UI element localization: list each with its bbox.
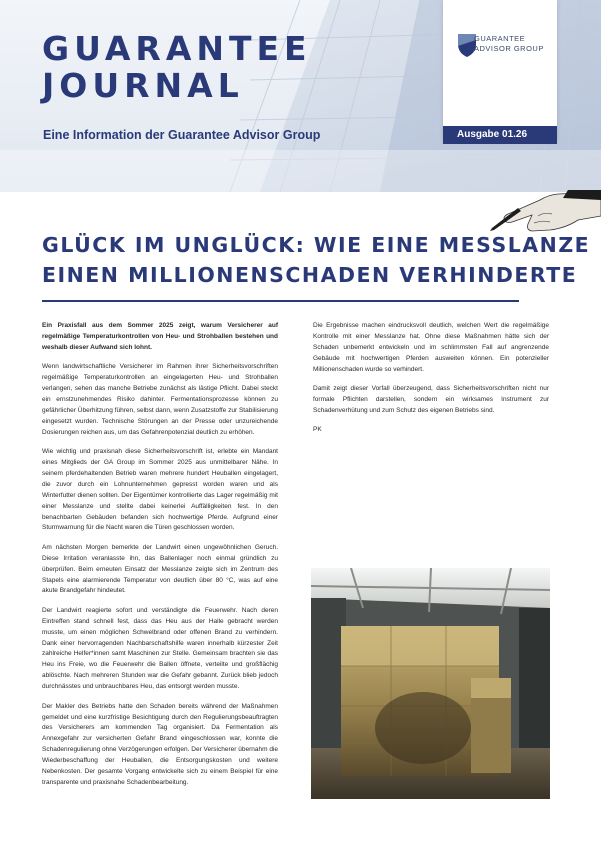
hay-bales-photo	[311, 568, 550, 799]
article-paragraph-1: Wenn landwirtschaftliche Versicherer im Rahmen ihrer Sicherheitsvorschriften regelmäßige Temperaturkontrollen an eingelagerten Heu- und Strohballen verlangen, sehen das manche Betriebe zunächst als lästige Pflicht. Dabei steckt ein ernstzunehmendes Risiko dahinter. Fermentationsprozesse können zu gefährlicher Überhitzung führen, selbst dann, wenn Zusatzstoffe zur Stabilisierung eingesetzt wurden. Technische Störungen an der Presse oder unzureichende Dosierungen reichen aus, um das Gefahrenpotenzial deutlich zu erhöhen.	[42, 363, 278, 436]
article-lead: Ein Praxisfall aus dem Sommer 2025 zeigt, warum Versicherer auf regelmäßige Temperaturkontrollen von Heu- und Strohballen bestehen und weshalb dieser Aufwand sich lohnt.	[42, 322, 278, 351]
hay-bales-in-barn-illustration	[311, 568, 550, 799]
article-headline-line1: GLÜCK IM UNGLÜCK: WIE EINE MESSLANZE	[42, 233, 591, 257]
article-paragraph-3: Am nächsten Morgen bemerkte der Landwirt einen ungewöhnlichen Geruch. Diese Irritation veranlasste ihn, das Ballenlager noch einmal gründlich zu überprüfen. Beim erneuten Einsatz der Messlanze zeigte sich im Zentrum des Stapels eine alarmierende Temperatur von deutlich über 80 °C, was auf eine akute Brandgefahr hindeutet.	[42, 543, 278, 595]
journal-title	[42, 30, 312, 104]
article-paragraph-7: Damit zeigt dieser Vorfall überzeugend, dass Sicherheitsvorschriften nicht nur formale Pflichten darstellen, sondern ein wirksames Instrument zur Schadenverhütung und zum Schutz des eigenen Betriebs sind.	[313, 385, 549, 414]
issue-label: Ausgabe 01.26	[443, 126, 557, 144]
journal-title-line2: JOURNAL	[42, 66, 244, 105]
article-paragraph-2: Wie wichtig und praxisnah diese Sicherheitsvorschrift ist, erlebte ein Mandant eines Mitglieds der GA Group im Sommer 2025 aus unmittelbarer Nähe. In seinem pferdehaltenden Betrieb waren mehrere hundert Heuballen eingelagert, die zuvor durch ein Lohnunternehmen gepresst worden waren und als Winterfutter dienen sollten. Der Eigentümer kontrollierte das Lager regelmäßig mit einer Messlanze und stellte dabei keinerlei Auffälligkeiten fest. In den benachbarten Gebäuden befanden sich hochwertige Pferde. Aufgrund einer Sturmwarnung für die Nacht waren die Türen geschlossen worden.	[42, 448, 278, 532]
header-banner	[0, 0, 601, 192]
logo-wordmark	[474, 34, 544, 53]
article-headline	[42, 230, 591, 290]
article-author: PK	[313, 426, 322, 434]
article-paragraph-6: Die Ergebnisse machen eindrucksvoll deutlich, welchen Wert die regelmäßige Kontrolle mit einer Messlanze hat. Ohne diese Maßnahmen hätte sich der Schaden unbemerkt entwickeln und im schlimmsten Fall auf angrenzende Gebäude mit hochwertigen Pferden ausweiten können. Ein potenzieller Millionenschaden wurde so verhindert.	[313, 322, 549, 373]
article-column-left	[42, 321, 278, 797]
article-column-right	[313, 321, 549, 445]
headline-divider	[42, 300, 519, 302]
article-paragraph-4: Der Landwirt reagierte sofort und verständigte die Feuerwehr. Nach deren Eintreffen stand schnell fest, dass das Heu aus der Halle gebracht werden musste, um einen möglichen Schwelbrand oder offenen Brand zu verhindern. Dank einer hervorragenden Nachbarschaftshilfe waren innerhalb kürzester Zeit zahlreiche Helfer*innen samt Maschinen zur Stelle. Gemeinsam brachten sie das Heu ins Freie, wo die Feuerwehr die Ballen öffnete, verteilte und großflächig ablöschte. Nach mehreren Stunden war die Gefahr gebannt. Zurück blieb jedoch durchnässtes und unbrauchbares Heu, das entsorgt werden musste.	[42, 606, 278, 691]
logo-line2: ADVISOR GROUP	[474, 43, 544, 53]
logo-line1: GUARANTEE	[474, 34, 526, 43]
article-headline-line2: EINEN MILLIONENSCHADEN VERHINDERTE	[42, 263, 578, 287]
journal-subtitle: Eine Information der Guarantee Advisor Group	[43, 128, 321, 142]
article-paragraph-5: Der Makler des Betriebs hatte den Schaden bereits während der Maßnahmen gemeldet und eine kurzfristige Besichtigung durch den Regulierungsbeauftragten des Versicherers am kommenden Tag organisiert. Da Fermentation als Annexgefahr zur versicherten Gefahr Brand eingeschlossen war, konnte die Schadenregulierung ohne Verzögerungen erfolgen. Der Versicherer übernahm die Wiederbeschaffung der Heuballen, die Entsorgungskosten und weitere Nebenkosten. Der gesamte Vorgang entwickelte sich zu einem Beispiel für eine transparente und praxisnahe Schadenbearbeitung.	[42, 702, 278, 786]
publisher-logo-card	[443, 0, 557, 142]
journal-title-line1: GUARANTEE	[42, 29, 312, 68]
